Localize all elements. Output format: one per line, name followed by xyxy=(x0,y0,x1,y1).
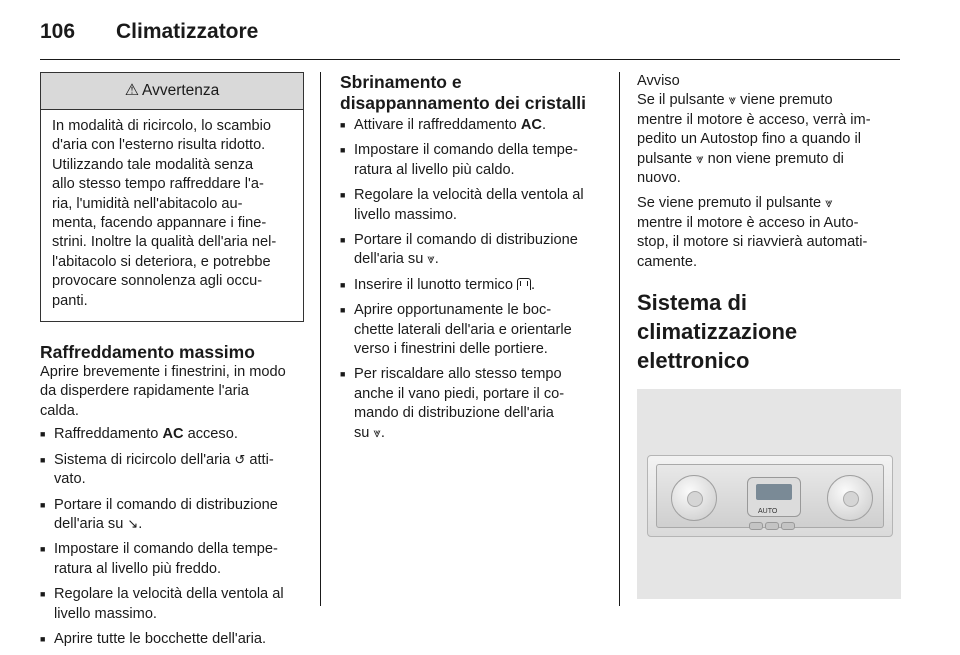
face-vent-icon: ↘ xyxy=(127,516,139,532)
rear-window-heater-icon xyxy=(517,278,531,290)
text: . xyxy=(138,515,143,532)
list-item xyxy=(340,365,604,443)
warning-line: menta, facendo appannare i fine- xyxy=(52,215,267,232)
list-item xyxy=(340,186,604,225)
text: . xyxy=(434,251,439,268)
heading-line: disappannamento dei cristalli xyxy=(340,93,587,113)
text: ratura al livello più freddo. xyxy=(54,560,222,577)
text: . xyxy=(541,117,546,133)
text: Sistema di ricircolo dell'aria xyxy=(54,451,235,468)
climate-panel-image xyxy=(637,389,901,599)
warning-triangle-icon: ⚠ xyxy=(124,82,140,100)
text: nuovo. xyxy=(637,170,681,187)
text: mentre il motore è acceso, verrà im- xyxy=(637,111,871,128)
windscreen-defrost-icon: ⩔ xyxy=(728,93,737,109)
text: Impostare il comando della tempe- xyxy=(354,142,578,159)
warning-box xyxy=(40,72,304,322)
display-auto-label: AUTO xyxy=(758,508,778,516)
max-cooling-heading: Raffreddamento massimo xyxy=(40,342,255,363)
warning-line: allo stesso tempo raffreddare l'a- xyxy=(52,176,264,193)
text: Raffreddamento xyxy=(54,426,163,443)
text: verso i finestrini delle portiere. xyxy=(354,341,548,358)
list-item xyxy=(40,496,304,535)
notice-paragraph-2 xyxy=(637,194,902,272)
column-divider-2 xyxy=(619,72,620,606)
text: su xyxy=(354,424,374,441)
ac-label: AC xyxy=(520,117,542,133)
warning-line: l'abitacolo si deteriora, e potrebbe xyxy=(52,253,271,270)
intro-line: Aprire brevemente i finestrini, in modo xyxy=(40,364,286,381)
warning-text xyxy=(41,110,303,321)
warning-header xyxy=(41,73,303,110)
intro-line: da disperdere rapidamente l'aria xyxy=(40,383,249,400)
defrost-heading xyxy=(340,72,604,114)
warning-line: ria, l'umidità nell'abitacolo au- xyxy=(52,195,243,212)
warning-line: In modalità di ricircolo, lo scambio xyxy=(52,118,271,134)
text: livello massimo. xyxy=(354,206,457,223)
text: Attivare il raffreddamento xyxy=(354,117,521,133)
panel-buttons xyxy=(749,517,799,525)
notice-block xyxy=(637,72,902,272)
max-cooling-intro xyxy=(40,363,304,421)
text: Se viene premuto il pulsante xyxy=(637,195,826,212)
windscreen-defrost-icon: ⩔ xyxy=(825,196,833,212)
text: Portare il comando di distribuzione xyxy=(354,232,578,249)
text: Aprire opportunamente le boc- xyxy=(354,302,552,319)
list-item xyxy=(340,116,604,135)
text: ratura al livello più caldo. xyxy=(354,161,515,178)
heading-line: Sistema di climatizzazione xyxy=(637,290,798,345)
text: Se il pulsante xyxy=(637,92,729,109)
text: Per riscaldare allo stesso tempo xyxy=(354,366,562,383)
column-3 xyxy=(637,72,902,599)
warning-line: panti. xyxy=(52,292,88,309)
text: livello massimo. xyxy=(54,605,157,622)
electronic-climate-heading xyxy=(637,288,902,375)
text: Inserire il lunotto termico xyxy=(354,276,518,293)
text: acceso. xyxy=(183,426,238,443)
text: Impostare il comando della tempe- xyxy=(54,541,278,558)
panel-button xyxy=(781,522,795,530)
text: vato. xyxy=(54,471,86,488)
notice-title: Avviso xyxy=(637,73,680,89)
text: Aprire tutte le bocchette dell'aria. xyxy=(54,630,267,647)
right-rotary-knob xyxy=(827,475,873,521)
text: . xyxy=(531,276,536,293)
defrost-list xyxy=(340,116,604,443)
max-cooling-list xyxy=(40,425,304,649)
warning-line: provocare sonnolenza agli occu- xyxy=(52,273,263,290)
text: dell'aria su xyxy=(54,515,128,532)
list-item xyxy=(40,630,304,649)
text: Regolare la velocità della ventola al xyxy=(354,187,584,204)
warning-line: d'aria con l'esterno risulta ridotto. xyxy=(52,137,266,154)
heading-line: elettronico xyxy=(637,348,750,374)
list-item xyxy=(40,425,304,444)
text: . xyxy=(380,424,385,441)
text: pedito un Autostop fino a quando il xyxy=(637,131,861,148)
text: mando di distribuzione dell'aria xyxy=(354,405,554,422)
list-item xyxy=(340,276,604,295)
warning-line: Utilizzando tale modalità senza xyxy=(52,156,254,173)
column-2 xyxy=(340,72,604,449)
text: mentre il motore è acceso in Auto- xyxy=(637,214,859,231)
control-panel-inner xyxy=(656,464,884,528)
heading-line: Sbrinamento e xyxy=(340,72,462,92)
windscreen-defrost-icon: ⩔ xyxy=(427,252,435,268)
panel-button xyxy=(765,522,779,530)
text: non viene premuto di xyxy=(703,150,844,167)
list-item xyxy=(340,301,604,359)
list-item xyxy=(40,451,304,490)
control-panel xyxy=(647,455,893,537)
text: stop, il motore si riavvierà automati- xyxy=(637,234,868,251)
text: Portare il comando di distribuzione xyxy=(54,496,278,513)
page-number: 106 xyxy=(40,20,76,43)
display-screen xyxy=(756,484,792,500)
warning-line: strini. Inoltre la qualità dell'aria nel- xyxy=(52,234,277,251)
list-item xyxy=(40,585,304,624)
text: Regolare la velocità della ventola al xyxy=(54,586,284,603)
text: anche il vano piedi, portare il co- xyxy=(354,385,565,402)
text: dell'aria su xyxy=(354,251,428,268)
header-rule xyxy=(40,59,900,60)
recirculation-icon: ↺ xyxy=(234,452,246,468)
left-rotary-knob xyxy=(671,475,717,521)
notice-paragraph-1 xyxy=(637,91,902,188)
text: viene premuto xyxy=(736,92,833,109)
floor-windscreen-icon: ⩔ xyxy=(373,425,381,441)
text: pulsante xyxy=(637,150,697,167)
ac-label: AC xyxy=(162,426,184,443)
panel-button xyxy=(749,522,763,530)
list-item xyxy=(340,141,604,180)
climate-display xyxy=(747,477,801,517)
text: chette laterali dell'aria e orientarle xyxy=(354,321,572,338)
windscreen-defrost-icon: ⩔ xyxy=(696,151,704,167)
page-title: Climatizzatore xyxy=(116,20,259,43)
text: atti- xyxy=(245,451,274,468)
text: camente. xyxy=(637,253,698,270)
list-item xyxy=(40,540,304,579)
column-1 xyxy=(40,72,304,655)
list-item xyxy=(340,231,604,270)
warning-title: Avvertenza xyxy=(142,82,220,100)
intro-line: calda. xyxy=(40,402,79,419)
column-divider-1 xyxy=(320,72,321,606)
